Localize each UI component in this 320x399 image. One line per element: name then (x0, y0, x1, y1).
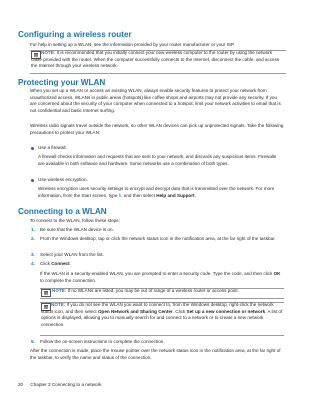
encryption-text-d: . (194, 192, 196, 198)
bullet-firewall-title: Use a firewall. (38, 145, 67, 150)
step-4-detail-c: to complete the connection. (40, 277, 97, 283)
step-1-number: 1. (31, 227, 35, 232)
step-4-detail-a: If the WLAN is a security-enabled WLAN, you are prompted to enter a security code. Type the code, and then click (40, 271, 274, 276)
step-2-text: From the Windows desktop, tap or click the network status icon in the notification area, at the far right of the taskbar. (40, 236, 276, 241)
step-5-text: Follow the on-screen instructions to complete the connection. (40, 339, 165, 344)
open-network-sharing-center: Open Network and Sharing Center (97, 308, 173, 314)
step-3-text: Select your WLAN from the list. (40, 252, 104, 257)
note-label: NOTE: (51, 302, 66, 307)
firewall-text: A firewall checks information and requests that are sent to your network, and discards any suspicious items. Firewalls are available in both software and hardware. Some networks use a combination of both types. (38, 154, 277, 166)
note-no-wlans (52, 288, 284, 295)
note-network-sharing (41, 302, 283, 328)
step-4-number: 4. (31, 261, 35, 266)
page-footer (18, 382, 101, 387)
heading-protecting-wlan: Protecting your WLAN (18, 78, 106, 87)
step-4-ok: OK (273, 271, 281, 276)
protecting-paragraph-1: When you set up a WLAN or access an existing WLAN, always enable security features to protect your network from unauthorized access. WLANs in public areas (hotspots) like coffee shops and airports may not provide any security. If you are concerned about the security of your computer when connected to a hotspot, limit your network activities to email that is not confidential and basic Internet surfing. (30, 88, 281, 113)
step-3-number: 3. (31, 252, 35, 257)
note-label: NOTE: (41, 50, 56, 55)
step-4-connect: Connect (51, 261, 70, 266)
chapter-title: Chapter 3 Connecting to a network (30, 382, 102, 387)
note-router-text: It is recommended that you initially connect your new wireless computer to the router by using the network cable provided with the router. When the computer successfully connects to the Internet, disconnect the cable, and access the Internet through your wireless network. (31, 50, 280, 68)
note-network-sharing-e: . A list of options is displayed, allowing you to manually search for and connect to a network or to create a new network connection. (41, 308, 283, 327)
encryption-text-a: Wireless encryption uses security settings to encrypt and decrypt data that is transmitted over the network. For more information, from the Start screen, type (38, 186, 275, 198)
connecting-intro: To connect to the WLAN, follow these steps: (30, 218, 120, 223)
note-no-wlans-text: If no WLANs are listed, you may be out of range of a wireless router or access point. (67, 288, 239, 293)
encryption-text-b: , and then select (121, 192, 157, 198)
step-4-text (40, 261, 284, 268)
bullet-firewall (31, 147, 34, 150)
note-icon (41, 289, 51, 297)
connecting-outro: After the connection is made, place the mouse pointer over the network status icon in the notification area, at the far right of the taskbar, to verify the name and status of the connection. (30, 348, 281, 360)
heading-connecting-wlan: Connecting to a WLAN (18, 207, 107, 216)
router-help-text: For help in setting up a WLAN, see the information provided by your router manufacturer or your ISP. (30, 42, 235, 47)
heading-configuring-wireless-router: Configuring a wireless router (18, 30, 132, 39)
note-network-sharing-a: If you do not see the WLAN you want to connect to, from the Windows desktop, right-click the network status icon, and then select (41, 302, 274, 314)
encryption-text (38, 186, 284, 199)
step-4-text-a: Click (40, 261, 52, 266)
bullet-encryption-title: Use wireless encryption. (38, 177, 88, 182)
note-network-sharing-c: . Click (172, 308, 187, 314)
step-4-text-c: . (69, 261, 71, 266)
encryption-text-h: h (118, 192, 122, 198)
step-1-text: Be sure that the WLAN device is on. (40, 227, 114, 232)
bullet-encryption (31, 179, 34, 182)
step-5-number: 5. (31, 339, 35, 344)
protecting-paragraph-2: Wireless radio signals travel outside the network, so other WLAN devices can pick up unprotected signals. Take the following precautions to protect your WLAN: (30, 123, 284, 135)
step-2-number: 2. (31, 236, 35, 241)
set-up-new-connection: Set up a new connection or network (186, 308, 266, 314)
note-label: NOTE: (52, 288, 67, 293)
help-and-support-link: Help and Support (156, 192, 195, 198)
step-4-detail (40, 271, 284, 284)
page-number: 20 (18, 382, 24, 387)
note-router (31, 50, 283, 70)
